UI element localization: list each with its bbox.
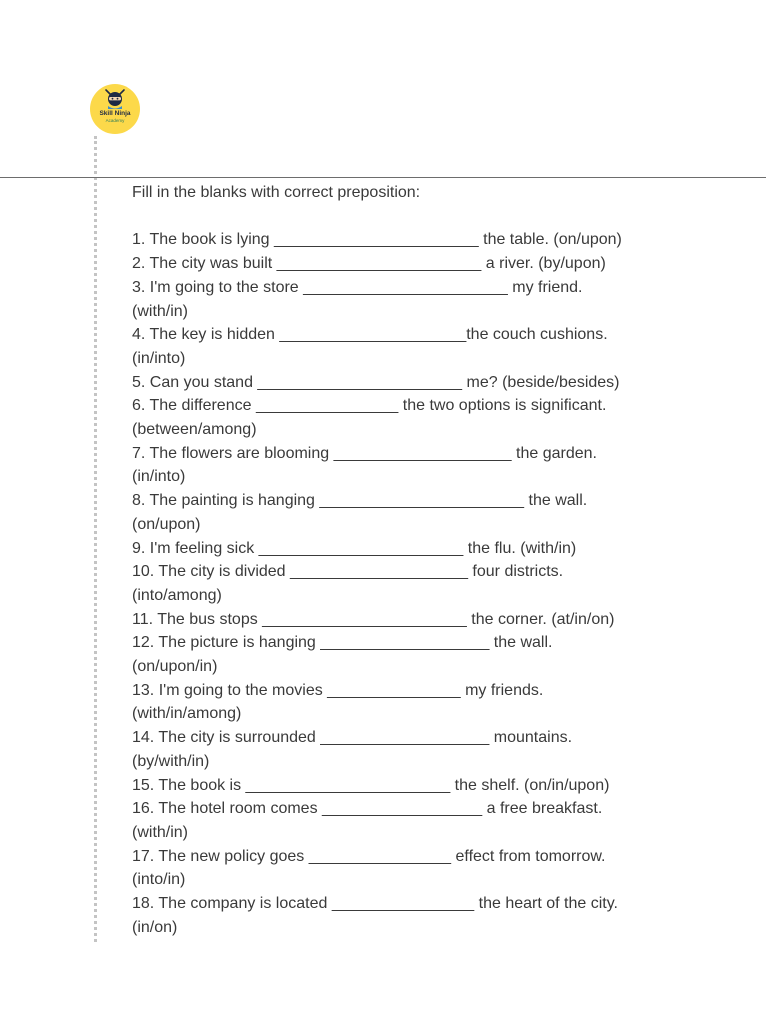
question-list: [132, 228, 692, 939]
worksheet-body: [132, 181, 692, 939]
question-line: (in/into): [132, 349, 186, 367]
logo-subtitle: Academy: [105, 118, 125, 123]
question-line: 3. I'm going to the store _______________________ my friend.: [132, 278, 583, 296]
question-line: (into/among): [132, 586, 222, 604]
question-line: 6. The difference ________________ the two options is significant.: [132, 397, 607, 415]
question-line: 16. The hotel room comes __________________ a free breakfast.: [132, 800, 603, 818]
header-divider: [0, 177, 766, 178]
question-line: 15. The book is _______________________ the shelf. (on/in/upon): [132, 776, 610, 794]
question-line: (in/on): [132, 918, 178, 936]
question-line: (on/upon): [132, 515, 201, 533]
question-line: 12. The picture is hanging ___________________ the wall.: [132, 634, 553, 652]
question-line: 11. The bus stops _______________________ the corner. (at/in/on): [132, 610, 615, 628]
question-line: 2. The city was built _______________________ a river. (by/upon): [132, 255, 606, 273]
worksheet-instruction: Fill in the blanks with correct preposition:: [132, 184, 421, 201]
question-line: (on/upon/in): [132, 658, 218, 676]
question-line: 7. The flowers are blooming ____________________ the garden.: [132, 444, 597, 462]
question-line: 5. Can you stand _______________________ me? (beside/besides): [132, 373, 620, 391]
question-line: (with/in/among): [132, 705, 242, 723]
question-line: 8. The painting is hanging _______________________ the wall.: [132, 492, 588, 510]
question-line: 14. The city is surrounded ___________________ mountains.: [132, 729, 573, 747]
skill-ninja-logo: [90, 84, 140, 134]
question-line: 18. The company is located ________________ the heart of the city.: [132, 895, 618, 913]
question-line: (with/in): [132, 302, 189, 320]
question-line: (into/in): [132, 871, 186, 889]
question-line: 4. The key is hidden _____________________the couch cushions.: [132, 326, 608, 344]
ninja-icon: [103, 88, 127, 110]
question-line: (with/in): [132, 823, 189, 841]
dotted-margin-line: [94, 136, 97, 942]
question-line: (by/with/in): [132, 752, 210, 770]
question-line: (in/into): [132, 468, 186, 486]
question-line: 1. The book is lying _______________________ the table. (on/upon): [132, 231, 622, 249]
question-line: 10. The city is divided ____________________ four districts.: [132, 563, 564, 581]
question-line: 13. I'm going to the movies _______________ my friends.: [132, 681, 544, 699]
question-line: (between/among): [132, 421, 257, 439]
logo-name: Skill Ninja: [99, 110, 131, 117]
question-line: 17. The new policy goes ________________ effect from tomorrow.: [132, 847, 606, 865]
blank-line: [132, 205, 692, 229]
question-line: 9. I'm feeling sick _______________________ the flu. (with/in): [132, 539, 577, 557]
